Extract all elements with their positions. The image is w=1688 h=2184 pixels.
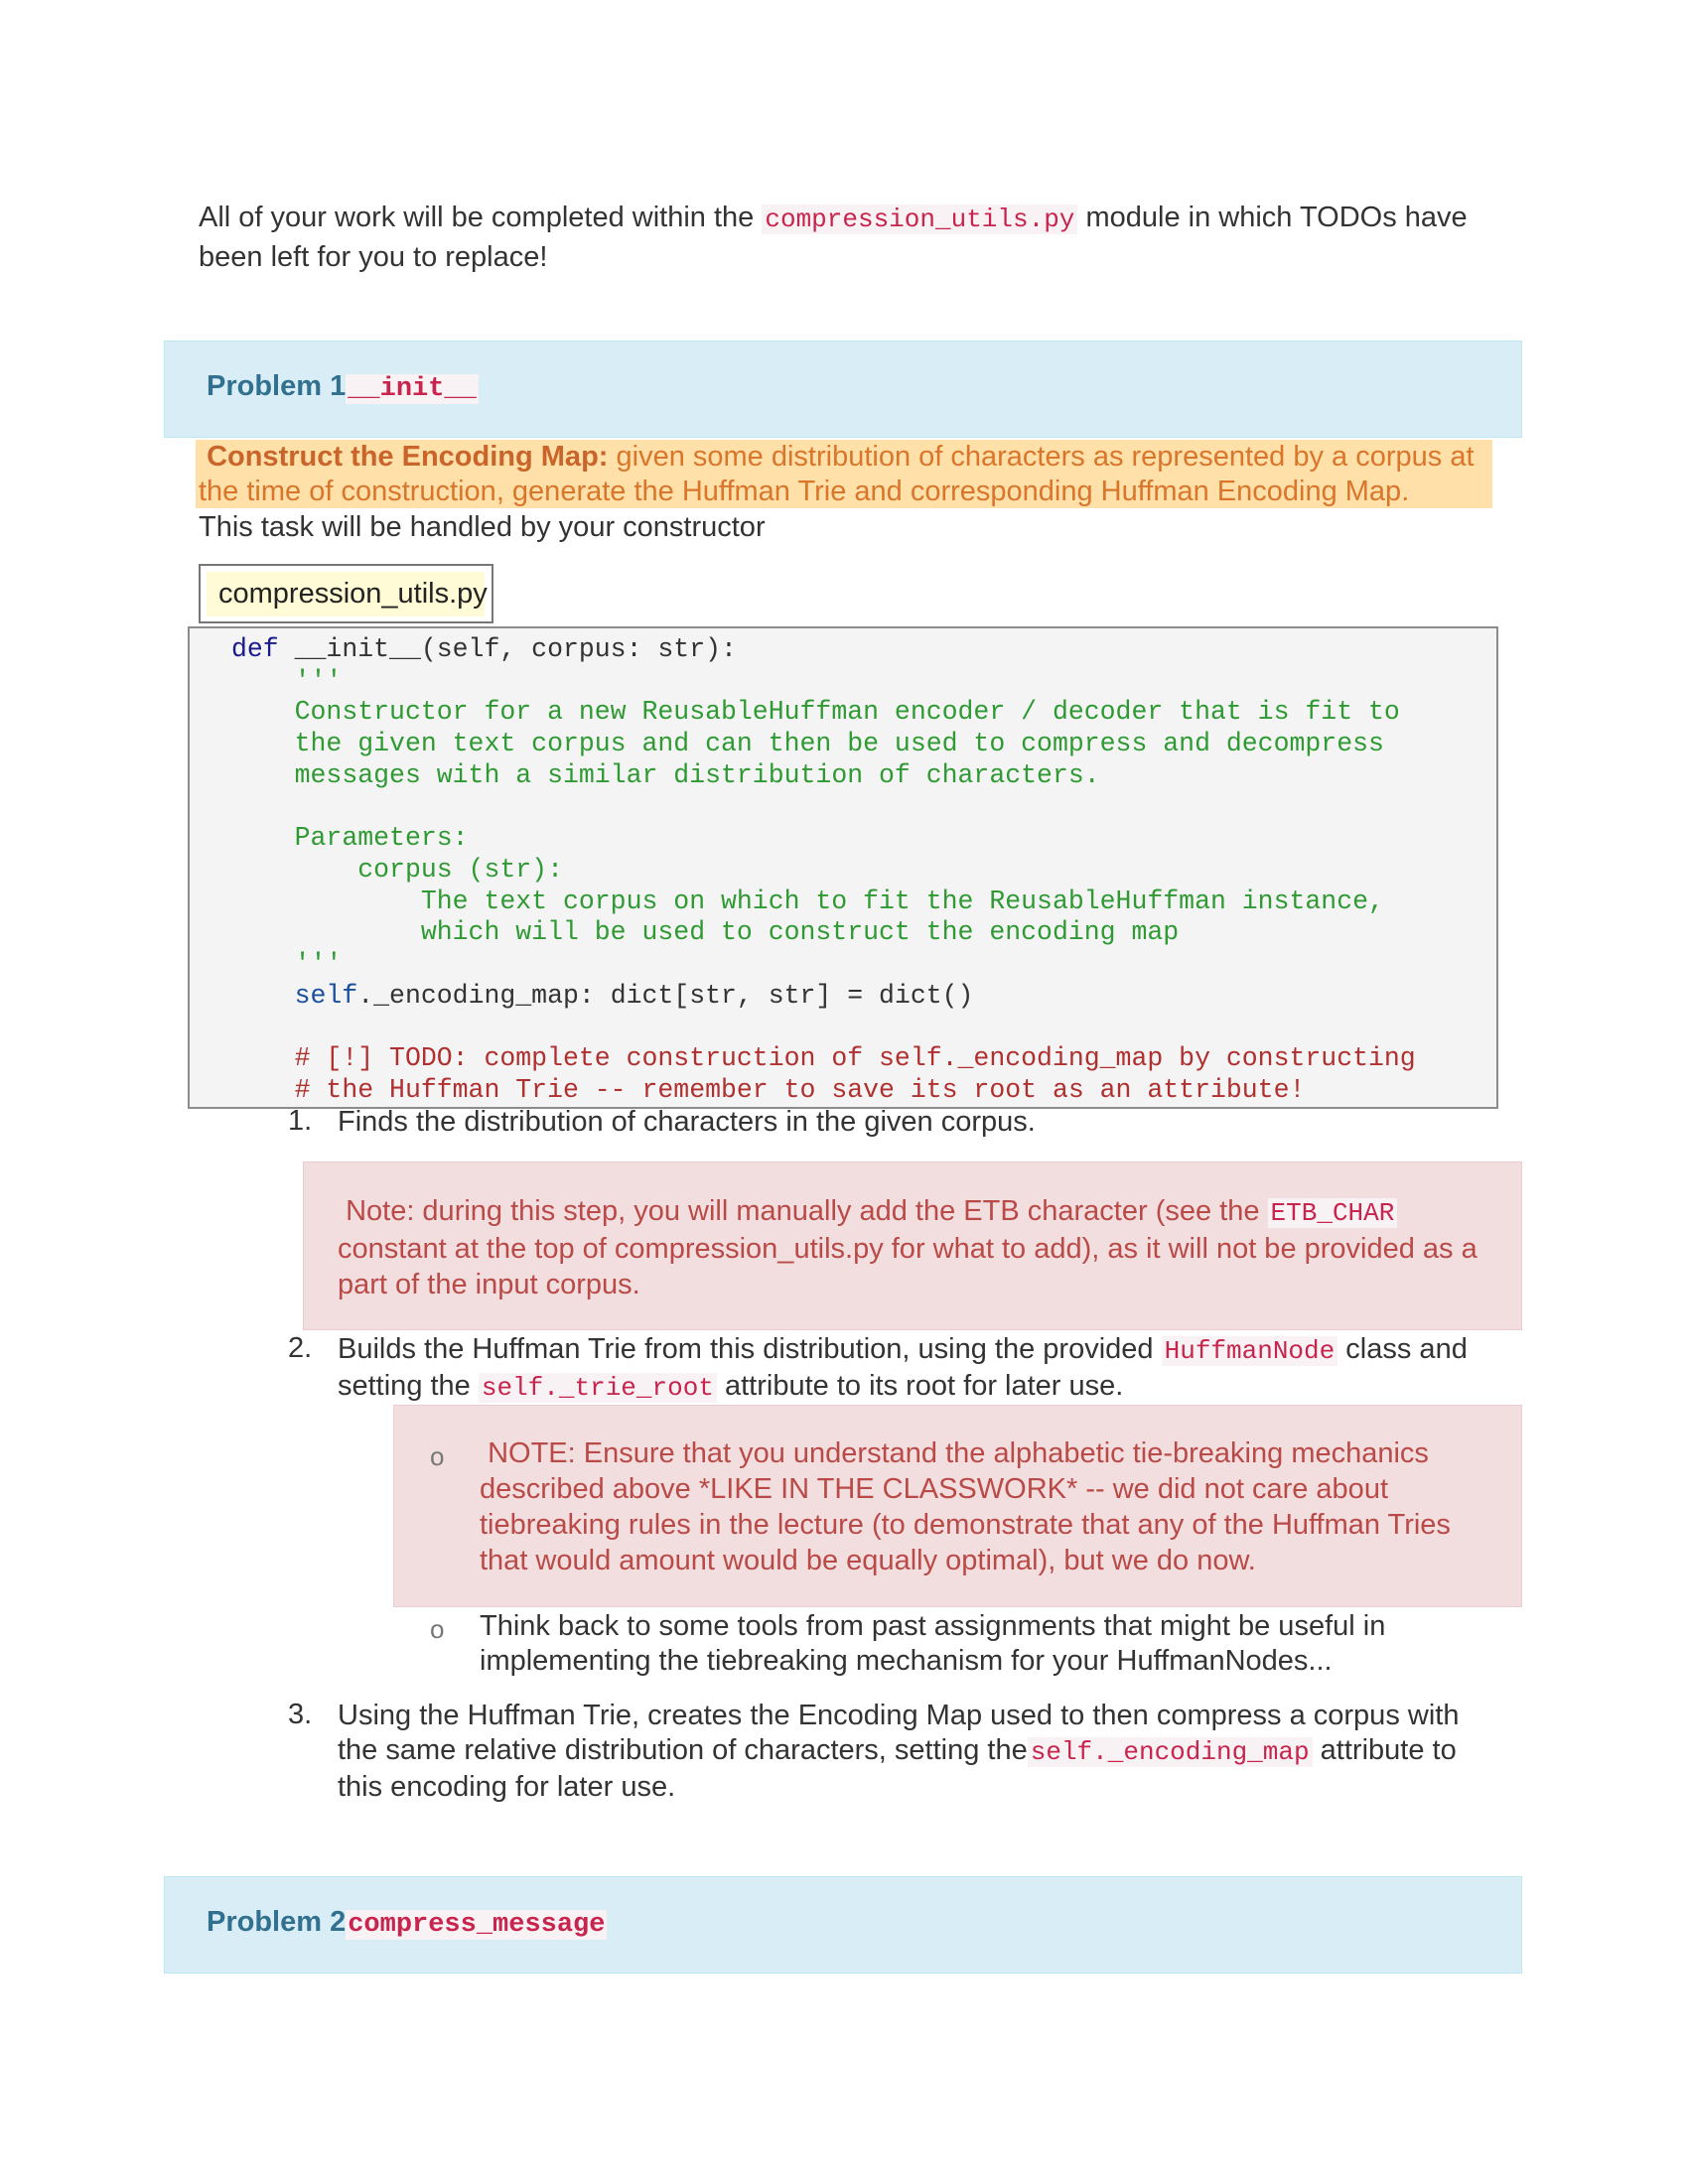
tiebreak-note-bullet: o <box>430 1441 445 1471</box>
file-tab <box>199 564 493 623</box>
step-2-number: 2. <box>288 1332 313 1364</box>
encoding-map-code: self._encoding_map <box>1028 1737 1313 1767</box>
tip-bullet: o <box>430 1614 445 1644</box>
intro-paragraph: All of your work will be completed within the compression_utils.py module in which TODOs have been left for you to replace! <box>199 202 1468 273</box>
construct-bold: Construct the Encoding Map: <box>207 441 609 473</box>
step-2-text: Builds the Huffman Trie from this distribution, using the provided HuffmanNode class and setting the self._trie_root attribute to its root for later use. <box>338 1333 1468 1403</box>
step-1-text: Finds the distribution of characters in the given corpus. <box>338 1106 1036 1138</box>
tip-text: Think back to some tools from past assignments that might be useful in implementing the tiebreaking mechanism for your HuffmanNodes... <box>480 1610 1386 1677</box>
construct-paragraph: Construct the Encoding Map: given some distribution of characters as represented by a corpus at the time of construction, generate the Huffman Trie and corresponding Huffman Encoding Map. <box>199 441 1475 507</box>
step-1-number: 1. <box>288 1105 313 1137</box>
step-3-text: Using the Huffman Trie, creates the Encoding Map used to then compress a corpus with the same relative distribution of characters, setting the self._encoding_map attribute to this encoding for later use. <box>338 1700 1460 1803</box>
problem-2-header <box>164 1876 1522 1974</box>
step-3-number: 3. <box>288 1699 313 1730</box>
huffman-node-code: HuffmanNode <box>1162 1336 1338 1366</box>
constructor-note: This task will be handled by your constructor <box>199 511 766 543</box>
module-name-code: compression_utils.py <box>762 205 1077 234</box>
code-block <box>188 626 1498 1109</box>
problem-1-code: __init__ <box>348 374 477 404</box>
etb-char-code: ETB_CHAR <box>1268 1198 1398 1228</box>
tiebreak-note-text: NOTE: Ensure that you understand the alphabetic tie-breaking mechanics described above *LIKE IN THE CLASSWORK* -- we did not care about tiebreaking rules in the lecture (to demonstrate that any of the Huffman Tries that would amount would be equally optimal), but we do now. <box>480 1437 1451 1576</box>
problem-2-title: Problem 2compress_message <box>207 1906 606 1940</box>
file-tab-label: compression_utils.py <box>207 572 485 616</box>
etb-note-text: Note: during this step, you will manually add the ETB character (see the ETB_CHAR constant at the top of compression_utils.py for what to add), as it will not be provided as a part of the input corpus. <box>338 1195 1477 1300</box>
trie-root-code: self._trie_root <box>479 1373 717 1403</box>
problem-1-header <box>164 341 1522 438</box>
problem-2-code: compress_message <box>348 1910 606 1940</box>
problem-1-title: Problem 1__init__ <box>207 370 477 404</box>
code-listing: def __init__(self, corpus: str): ''' Constructor for a new ReusableHuffman encoder / decoder that is fit to the given text corpus and can then be used to compress and decompress messages with a similar distribution of characters. Parameters: corpus (str): The text corpus on which to fit the ReusableHuffman instance, which will be used to construct the encoding map ''' self._encoding_map: dict[str, str] = dict() # [!] TODO: complete construction of self._encoding_map by constructing # the Huffman Trie -- remember to save its root as an attribute! <box>231 634 1416 1105</box>
